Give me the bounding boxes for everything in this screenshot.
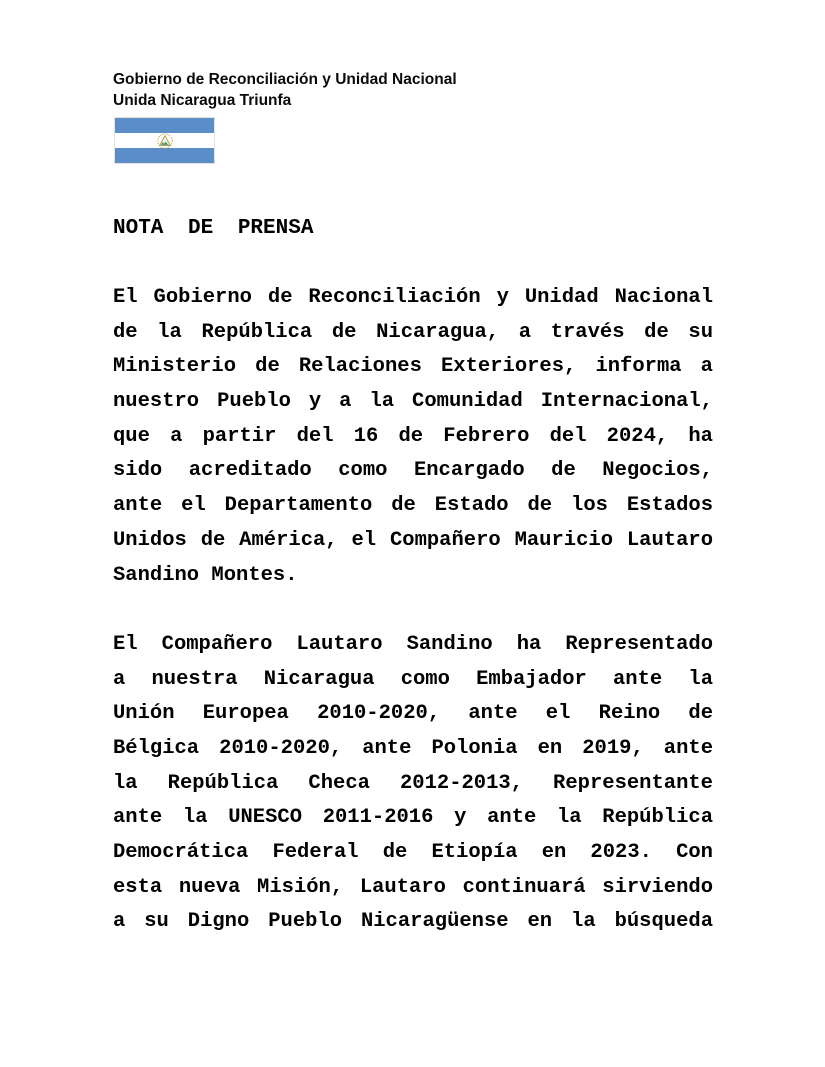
text-line: de la República de Nicaragua, a través de su — [113, 320, 713, 344]
document-body — [113, 281, 713, 940]
text-line: a su Digno Pueblo Nicaragüense en la búsqueda — [113, 910, 713, 934]
header-government-name: Gobierno de Reconciliación y Unidad Nacional — [113, 71, 457, 88]
press-release-title: NOTA DE PRENSA — [113, 217, 314, 240]
text-line: El Compañero Lautaro Sandino ha Representado — [113, 632, 713, 656]
flag-stripe-bottom — [115, 148, 214, 163]
flag-stripe-middle — [115, 133, 214, 148]
paragraph-1 — [113, 281, 713, 593]
text-line: Ministerio de Relaciones Exteriores, informa a — [113, 355, 713, 379]
text-line: nuestro Pueblo y a la Comunidad Internacional, — [113, 390, 713, 414]
coat-of-arms-icon — [154, 132, 176, 149]
text-line: esta nueva Misión, Lautaro continuará sirviendo — [113, 875, 713, 899]
text-line: Democrática Federal de Etiopía en 2023. Con — [113, 841, 713, 864]
text-line: ante el Departamento de Estado de los Estados — [113, 494, 713, 518]
text-line: Bélgica 2010-2020, ante Polonia en 2019, ante — [113, 736, 713, 760]
nicaragua-flag — [114, 117, 215, 164]
header-slogan: Unida Nicaragua Triunfa — [113, 92, 292, 109]
flag-stripe-top — [115, 118, 214, 133]
text-line: a nuestra Nicaragua como Embajador ante la — [113, 667, 713, 691]
text-line: Unión Europea 2010-2020, ante el Reino de — [113, 702, 713, 726]
text-line: Sandino Montes. — [113, 563, 298, 587]
document-header — [113, 69, 457, 111]
text-line: ante la UNESCO 2011-2016 y ante la República — [113, 806, 713, 830]
text-line: la República Checa 2012-2013, Representante — [113, 771, 713, 795]
text-line: El Gobierno de Reconciliación y Unidad Nacional — [113, 286, 713, 309]
paragraph-2 — [113, 628, 713, 940]
text-line: sido acreditado como Encargado de Negocios, — [113, 459, 713, 483]
text-line: Unidos de América, el Compañero Mauricio Lautaro — [113, 528, 713, 552]
text-line: que a partir del 16 de Febrero del 2024, ha — [113, 424, 713, 448]
